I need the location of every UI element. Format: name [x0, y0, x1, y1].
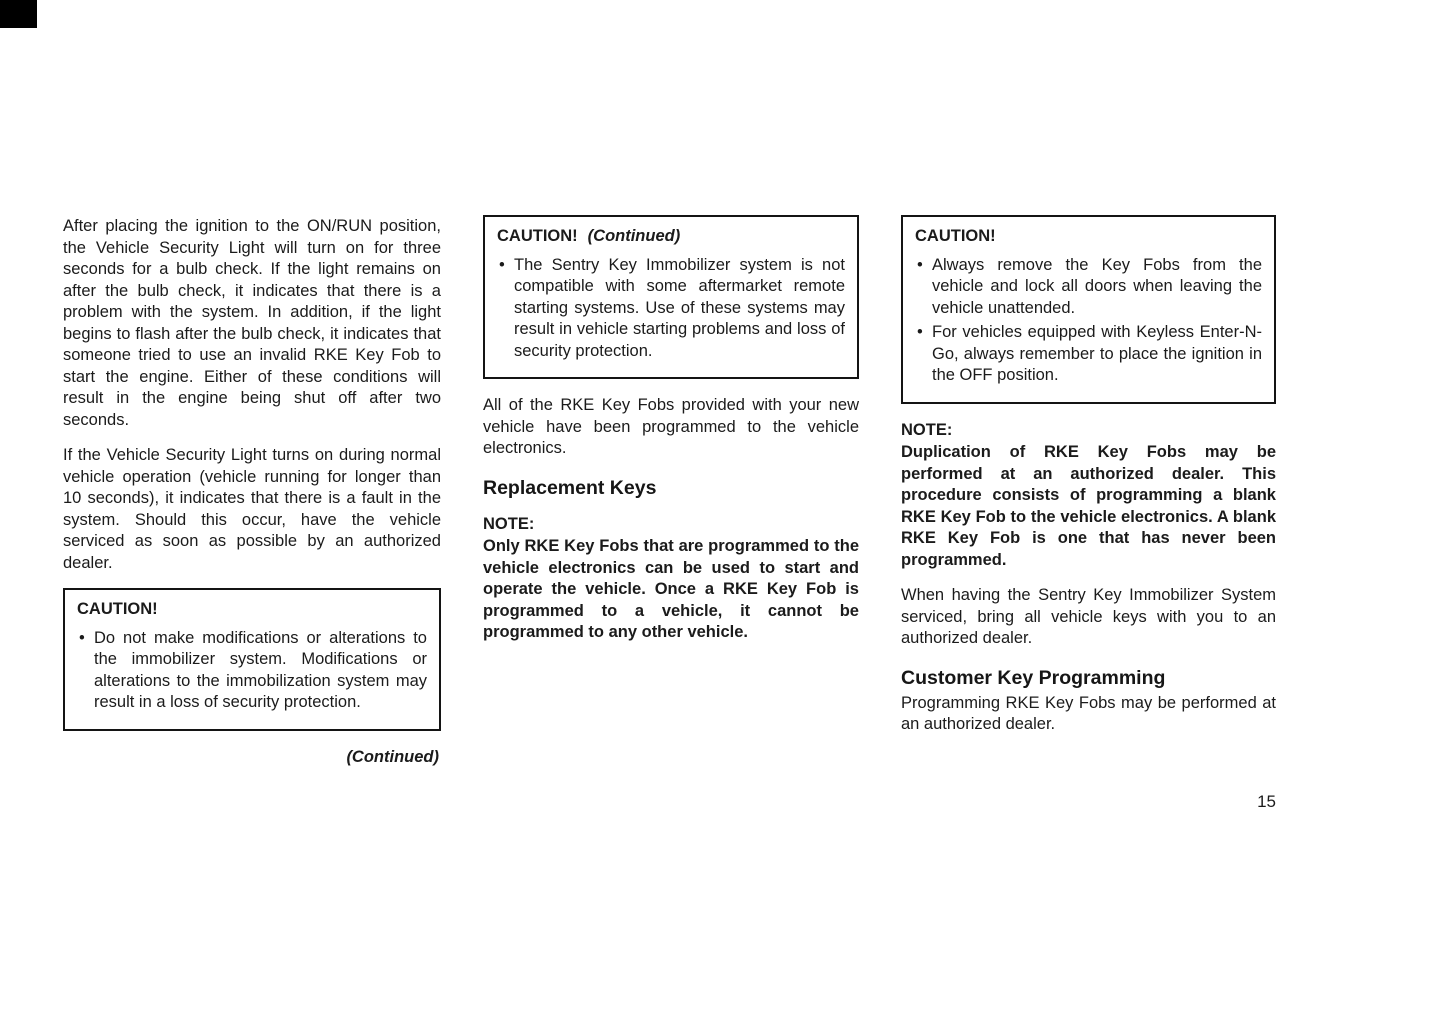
- page-number: 15: [1257, 792, 1276, 811]
- paragraph: Programming RKE Key Fobs may be performed at an authorized dealer.: [901, 693, 1276, 733]
- paragraph: After placing the ignition to the ON/RUN position, the Vehicle Security Light will turn on for three seconds for a bulb check. If the light remains on after the bulb check, it indicates that there is a problem with the system. In addition, if the light begins to flash after the bulb check, it indicates that someone tried to use an invalid RKE Key Fob to start the engine. Either of these conditions will result in the engine being shut off after two seconds.: [63, 217, 441, 429]
- caution-continued-suffix: (Continued): [587, 227, 681, 245]
- note-label: NOTE:: [483, 514, 535, 533]
- caution-title: [497, 226, 845, 248]
- caution-title: [915, 226, 1262, 248]
- caution-box: [901, 215, 1276, 404]
- caution-bullet-list: [77, 628, 427, 714]
- caution-bullet-list: [915, 255, 1262, 387]
- caution-bullet: • Always remove the Key Fobs from the vehicle and lock all doors when leaving the vehicle unattended.: [915, 255, 1262, 320]
- caution-bullet-list: [497, 255, 845, 363]
- paragraph: If the Vehicle Security Light turns on during normal vehicle operation (vehicle running for longer than 10 seconds), it indicates that there is a fault in the system. Should this occur, have the vehicle serviced as soon as possible by an authorized dealer.: [63, 446, 441, 572]
- middle-column: [483, 215, 859, 658]
- paragraph: All of the RKE Key Fobs provided with your new vehicle have been programmed to the vehicle electronics.: [483, 396, 859, 457]
- section-heading-customer-key-programming: Customer Key Programming: [901, 666, 1166, 689]
- left-column: [63, 216, 441, 768]
- caution-title-text: CAUTION!: [77, 600, 158, 618]
- caution-title-text: CAUTION!: [915, 227, 996, 245]
- caution-title-text: CAUTION!: [497, 227, 578, 245]
- continued-label: (Continued): [346, 747, 439, 766]
- paragraph: When having the Sentry Key Immobilizer System serviced, bring all vehicle keys with you to an authorized dealer.: [901, 586, 1276, 647]
- page-corner-mark: [0, 0, 37, 28]
- note-label: NOTE:: [901, 420, 953, 439]
- right-column: [901, 215, 1276, 750]
- caution-bullet: • For vehicles equipped with Keyless Enter-N-Go, always remember to place the ignition in the OFF position.: [915, 322, 1262, 387]
- caution-title: [77, 599, 427, 621]
- caution-box: [63, 588, 441, 731]
- note-text: Only RKE Key Fobs that are programmed to the vehicle electronics can be used to start and operate the vehicle. Once a RKE Key Fob is programmed to a vehicle, it cannot be programmed to any other vehicle.: [483, 537, 859, 641]
- caution-bullet: • Do not make modifications or alterations to the immobilizer system. Modifications or alterations to the immobilization system may result in a loss of security protection.: [77, 628, 427, 714]
- section-heading-replacement-keys: Replacement Keys: [483, 476, 657, 499]
- caution-box-continued: [483, 215, 859, 379]
- caution-bullet: • The Sentry Key Immobilizer system is not compatible with some aftermarket remote starting systems. Use of these systems may result in vehicle starting problems and loss of security protection.: [497, 255, 845, 363]
- note-text: Duplication of RKE Key Fobs may be performed at an authorized dealer. This procedure consists of programming a blank RKE Key Fob to the vehicle electronics. A blank RKE Key Fob is one that has never been programmed.: [901, 443, 1276, 569]
